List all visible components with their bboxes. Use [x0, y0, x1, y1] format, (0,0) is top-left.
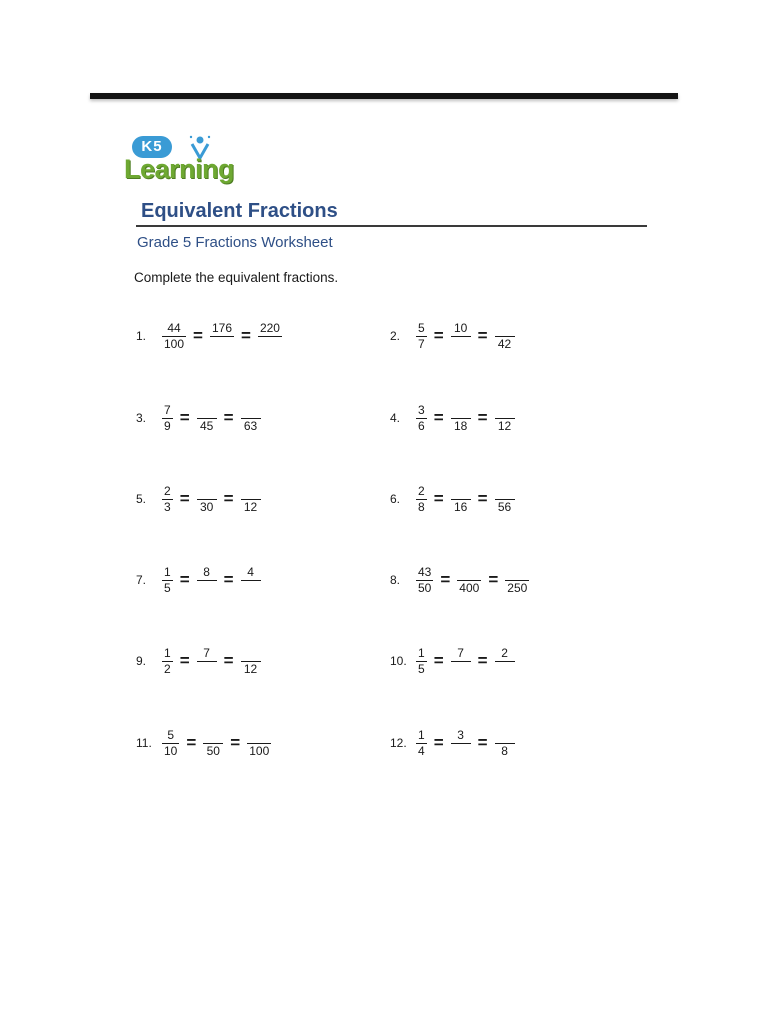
numerator: 8 [203, 564, 210, 579]
numerator-blank[interactable] [515, 565, 519, 580]
equals-sign: = [477, 651, 488, 670]
given-fraction [416, 565, 433, 596]
numerator: 44 [167, 320, 181, 335]
answer-fraction[interactable] [451, 484, 471, 515]
problem-11 [136, 725, 273, 761]
answer-fraction[interactable] [241, 565, 261, 596]
answer-fraction[interactable] [451, 403, 471, 434]
given-fraction [162, 321, 186, 352]
denominator: 6 [418, 418, 425, 433]
denominator: 100 [164, 336, 185, 351]
equals-sign: = [241, 326, 251, 345]
numerator: 5 [167, 727, 175, 742]
denominator: 8 [501, 743, 508, 758]
problem-2 [390, 318, 517, 354]
numerator: 220 [259, 320, 280, 335]
denominator-blank[interactable] [249, 581, 253, 596]
given-fraction [416, 484, 427, 515]
answer-fraction[interactable] [241, 484, 261, 515]
denominator: 100 [249, 743, 270, 758]
denominator: 45 [199, 418, 214, 433]
problem-number: 12. [390, 736, 407, 750]
denominator: 50 [418, 580, 432, 595]
equals-sign: = [179, 651, 190, 670]
equals-sign: = [477, 489, 488, 508]
problem-number: 4. [390, 411, 401, 425]
problem-number: 3. [136, 411, 147, 425]
equals-sign: = [230, 733, 241, 752]
equals-sign: = [433, 408, 444, 427]
denominator: 8 [418, 499, 425, 514]
denominator: 42 [497, 336, 512, 351]
numerator: 43 [418, 564, 432, 579]
answer-fraction[interactable] [495, 728, 515, 759]
numerator-blank[interactable] [503, 728, 507, 743]
numerator: 7 [457, 645, 464, 660]
problem-number: 8. [390, 573, 401, 587]
numerator: 1 [164, 645, 171, 660]
equals-sign: = [223, 408, 234, 427]
denominator-blank[interactable] [205, 662, 209, 677]
given-fraction [416, 321, 427, 352]
logo-word: Learning [124, 154, 235, 184]
given-fraction [162, 403, 173, 434]
answer-fraction[interactable] [197, 646, 217, 677]
numerator: 1 [164, 564, 171, 579]
problem-number: 9. [136, 654, 147, 668]
numerator: 10 [453, 320, 468, 335]
title-rule [136, 225, 647, 227]
equals-sign: = [488, 570, 499, 589]
problem-5 [136, 481, 263, 517]
numerator: 7 [164, 402, 171, 417]
denominator: 9 [164, 418, 171, 433]
answer-fraction[interactable] [495, 321, 515, 352]
page-subtitle: Grade 5 Fractions Worksheet [137, 234, 333, 251]
answer-fraction[interactable] [457, 565, 481, 596]
denominator-blank[interactable] [220, 337, 224, 352]
answer-fraction[interactable] [197, 565, 217, 596]
problem-3 [136, 400, 263, 436]
numerator: 5 [418, 320, 425, 335]
problem-6 [390, 481, 517, 517]
numerator: 2 [418, 483, 425, 498]
problem-number: 7. [136, 573, 147, 587]
denominator: 5 [164, 580, 171, 595]
answer-fraction[interactable] [210, 321, 234, 352]
problem-number: 2. [390, 329, 401, 343]
numerator-blank[interactable] [257, 728, 261, 743]
numerator: 176 [211, 320, 232, 335]
logo-badge: K5 [132, 136, 172, 158]
denominator: 4 [418, 743, 425, 758]
numerator-blank[interactable] [249, 484, 253, 499]
numerator-blank[interactable] [503, 321, 507, 336]
denominator: 63 [243, 418, 258, 433]
denominator: 7 [418, 336, 425, 351]
equals-sign: = [477, 326, 488, 345]
equals-sign: = [433, 326, 444, 345]
problem-8 [390, 562, 531, 598]
numerator-blank[interactable] [249, 646, 253, 661]
page-title: Equivalent Fractions [141, 200, 338, 222]
answer-fraction[interactable] [241, 403, 261, 434]
denominator: 400 [459, 580, 480, 595]
denominator-blank[interactable] [205, 581, 209, 596]
answer-fraction[interactable] [451, 646, 471, 677]
instructions: Complete the equivalent fractions. [134, 270, 339, 285]
denominator: 10 [164, 743, 178, 758]
answer-fraction[interactable] [495, 646, 515, 677]
numerator-blank[interactable] [249, 403, 253, 418]
numerator-blank[interactable] [459, 403, 463, 418]
problem-number: 11. [136, 736, 152, 750]
denominator-blank[interactable] [459, 744, 463, 759]
numerator: 1 [418, 727, 425, 742]
denominator-blank[interactable] [503, 662, 507, 677]
denominator: 12 [243, 499, 258, 514]
equals-sign: = [477, 733, 488, 752]
equals-sign: = [193, 326, 203, 345]
answer-fraction[interactable] [197, 484, 217, 515]
answer-fraction[interactable] [203, 728, 223, 759]
numerator: 2 [164, 483, 171, 498]
equals-sign: = [223, 651, 234, 670]
top-rule [90, 93, 678, 99]
k5-learning-logo [124, 134, 240, 188]
numerator: 7 [203, 645, 210, 660]
answer-fraction[interactable] [241, 646, 261, 677]
given-fraction [416, 403, 427, 434]
denominator: 2 [164, 661, 171, 676]
answer-fraction[interactable] [451, 321, 471, 352]
problem-number: 10. [390, 654, 407, 668]
equals-sign: = [477, 408, 488, 427]
denominator: 12 [243, 661, 258, 676]
problem-4 [390, 400, 517, 436]
numerator: 2 [501, 645, 508, 660]
numerator: 1 [418, 645, 425, 660]
given-fraction [162, 646, 173, 677]
denominator: 250 [507, 580, 528, 595]
denominator: 56 [497, 499, 512, 514]
given-fraction [162, 728, 179, 759]
equals-sign: = [223, 489, 234, 508]
denominator: 12 [497, 418, 512, 433]
numerator-blank[interactable] [467, 565, 471, 580]
numerator-blank[interactable] [205, 403, 209, 418]
equals-sign: = [223, 570, 234, 589]
numerator-blank[interactable] [459, 484, 463, 499]
numerator-blank[interactable] [503, 484, 507, 499]
equals-sign: = [433, 489, 444, 508]
numerator-blank[interactable] [211, 728, 215, 743]
problem-7 [136, 562, 263, 598]
numerator: 3 [418, 402, 425, 417]
answer-fraction[interactable] [258, 321, 282, 352]
numerator: 3 [457, 727, 464, 742]
answer-fraction[interactable] [505, 565, 529, 596]
answer-fraction[interactable] [495, 403, 515, 434]
problem-12 [390, 725, 517, 761]
denominator: 30 [199, 499, 214, 514]
denominator-blank[interactable] [268, 337, 272, 352]
problem-number: 6. [390, 492, 401, 506]
equals-sign: = [433, 733, 444, 752]
numerator-blank[interactable] [503, 403, 507, 418]
numerator-blank[interactable] [205, 484, 209, 499]
denominator-blank[interactable] [459, 337, 463, 352]
numerator: 4 [247, 564, 254, 579]
denominator: 5 [418, 661, 425, 676]
answer-fraction[interactable] [451, 728, 471, 759]
equals-sign: = [179, 408, 190, 427]
denominator: 16 [453, 499, 468, 514]
problem-1 [136, 318, 284, 354]
given-fraction [162, 484, 173, 515]
equals-sign: = [179, 570, 190, 589]
denominator: 50 [206, 743, 220, 758]
problem-9 [136, 643, 263, 679]
denominator: 18 [453, 418, 468, 433]
equals-sign: = [433, 651, 444, 670]
given-fraction [416, 646, 427, 677]
equals-sign: = [179, 489, 190, 508]
problem-10 [390, 643, 517, 679]
problem-number: 5. [136, 492, 147, 506]
problem-number: 1. [136, 329, 147, 343]
denominator: 3 [164, 499, 171, 514]
denominator-blank[interactable] [459, 662, 463, 677]
equals-sign: = [440, 570, 451, 589]
given-fraction [416, 728, 427, 759]
answer-fraction[interactable] [495, 484, 515, 515]
equals-sign: = [186, 733, 197, 752]
answer-fraction[interactable] [197, 403, 217, 434]
answer-fraction[interactable] [247, 728, 271, 759]
given-fraction [162, 565, 173, 596]
